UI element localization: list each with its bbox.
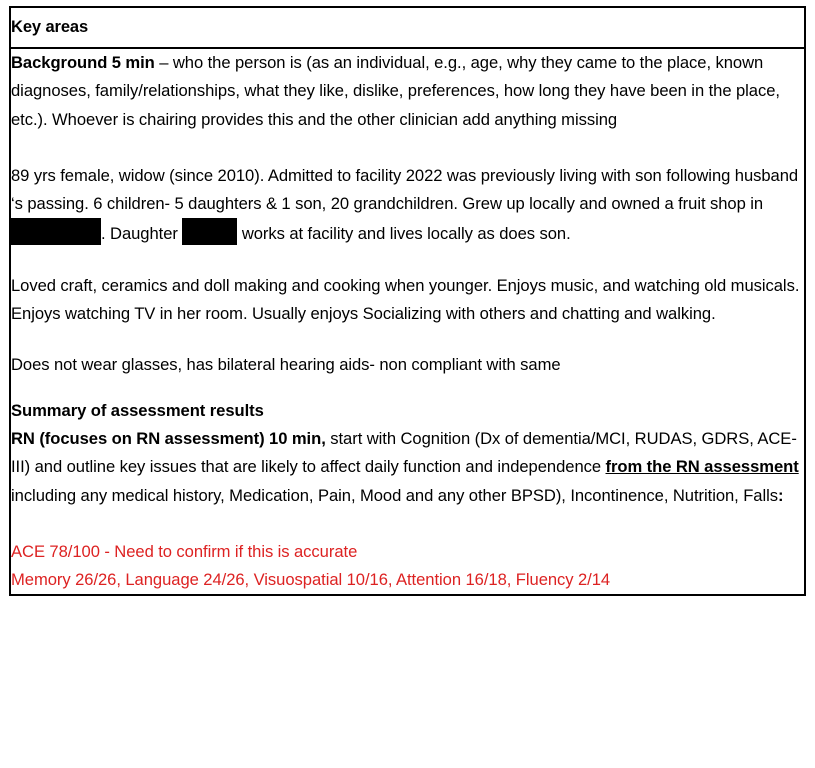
background-dash: – (154, 53, 173, 72)
ace-score-line: ACE 78/100 - Need to confirm if this is accurate (11, 541, 358, 561)
patient-details-part-1: 89 yrs female, widow (since 2010). Admitted to facility 2022 was previously living with son following husband ‘s passing. 6 children- 5 daughters & 1 son, 20 grandchildren. Grew up locally and owned a fruit shop in (11, 165, 799, 214)
key-areas-table (9, 6, 806, 596)
ace-subscores-line: Memory 26/26, Language 24/26, Visuospatial 10/16, Attention 16/18, Fluency 2/14 (11, 570, 611, 590)
spacer-before-ace-results (11, 510, 804, 538)
background-heading: Background 5 min (11, 53, 155, 72)
redaction-block-place (11, 218, 101, 245)
table-body-row (10, 48, 805, 595)
spacer-after-background (11, 134, 804, 162)
table-body-cell (10, 48, 805, 595)
patient-details-part-3: works at facility and lives locally as does son. (237, 224, 571, 244)
table-header-cell (10, 7, 805, 48)
background-intro-text: who the person is (as an individual, e.g., age, why they came to the place, known diagnoses, family/relationships, what they like, dislike, preferences, how long they have been in the place, etc.). Whoever is chairing provides this and the other clinician add anything missing (11, 53, 780, 129)
rn-assessment-emphasis: from the RN assessment (605, 457, 799, 477)
rn-assessment-paragraph (11, 425, 804, 510)
spacer-after-sensory (11, 380, 804, 397)
rn-assessment-heading: RN (focuses on RN assessment) 10 min, (11, 428, 326, 448)
patient-details-paragraph (11, 162, 804, 249)
background-paragraph (11, 49, 804, 134)
table-header-row (10, 7, 805, 48)
interests-paragraph: Loved craft, ceramics and doll making and cooking when younger. Enjoys music, and watching old musicals. Enjoys watching TV in her room. Usually enjoys Socializing with others and chatting and walking. (11, 275, 800, 324)
summary-heading: Summary of assessment results (11, 400, 264, 420)
spacer-after-interests (11, 328, 804, 351)
patient-details-part-2: . Daughter (101, 224, 183, 244)
redaction-block-name (182, 218, 237, 245)
rn-assessment-part-2: including any medical history, Medication, Pain, Mood and any other BPSD), Incontinence, Nutrition, Falls (11, 485, 778, 505)
rn-assessment-colon: : (778, 485, 784, 505)
table-header-title: Key areas (11, 18, 89, 37)
sensory-paragraph: Does not wear glasses, has bilateral hearing aids- non compliant with same (11, 355, 561, 375)
rn-assessment-part-1: start with Cognition (Dx of dementia/MCI, RUDAS, GDRS, ACE-III) and outline key issues that are likely to affect daily function and independence (11, 428, 797, 477)
spacer-after-patient-details (11, 249, 804, 272)
